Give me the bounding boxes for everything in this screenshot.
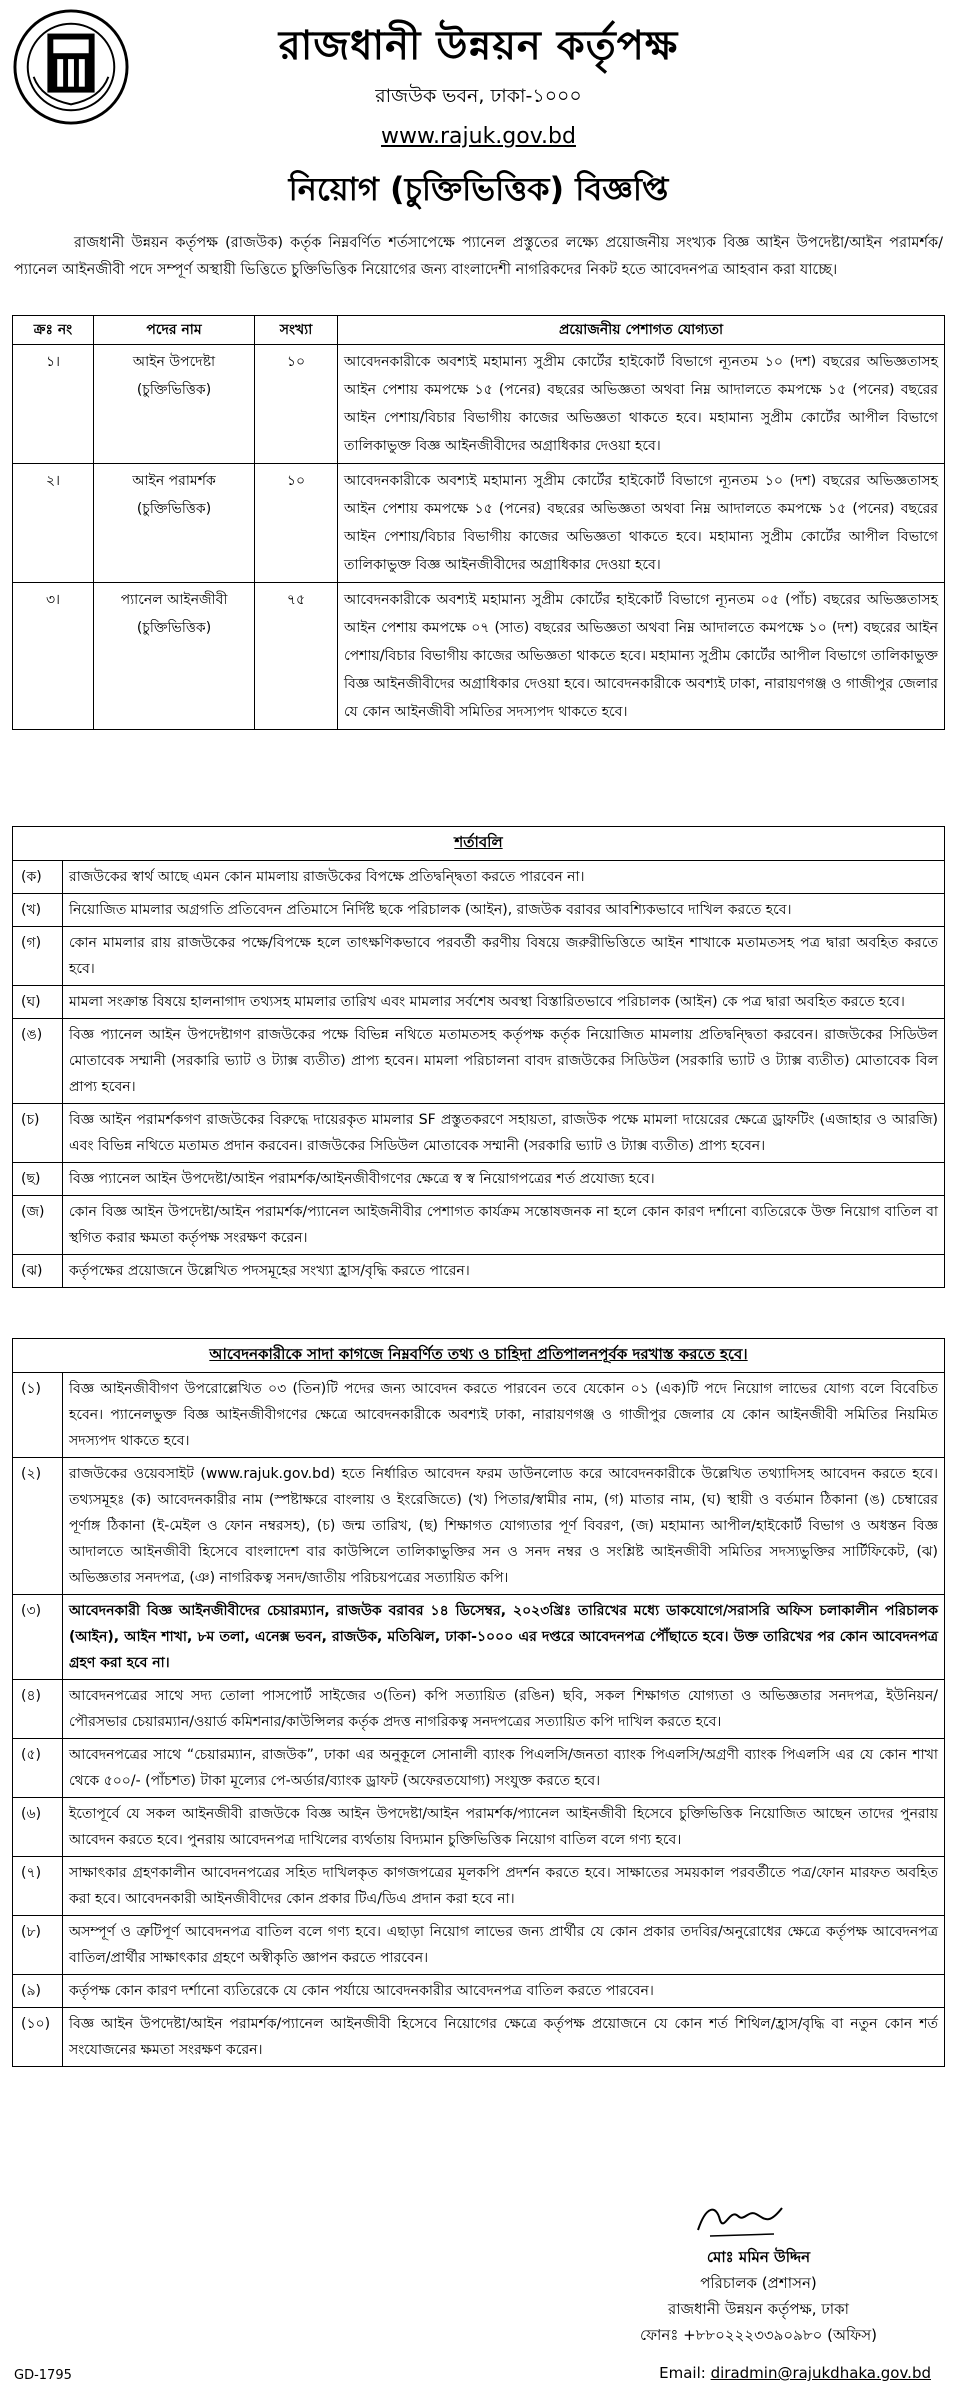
list-item: (খ) নিয়োজিত মামলার অগ্রগতি প্রতিবেদন প্রতিমাসে নির্দিষ্ট ছকে পরিচালক (আইন), রাজউক বরাবর আবশ্যিকভাবে দাখিল করতে হবে। bbox=[13, 894, 944, 927]
post-name: আইন উপদেষ্টা bbox=[132, 354, 216, 370]
row-qualification: আবেদনকারীকে অবশ্যই মহামান্য সুপ্রীম কোর্টের হাইকোর্ট বিভাগে ন্যূনতম ১০ (দশ) বছরের অভিজ্ঞতাসহ আইন পেশায় কমপক্ষে ১৫ (পনের) বছরের অভিজ্ঞতা অথবা নিম্ন আদালতে কমপক্ষে ১৫ (পনের) বছরের আইন পেশায়/বিচার বিভাগীয় কাজের অভিজ্ঞতা থাকতে হবে। মহামান্য সুপ্রীম কোর্টের আপীল বিভাগে তালিকাভুক্ত বিজ্ঞ আইনজীবীদের অগ্রাধিকার দেওয়া হবে। bbox=[338, 464, 945, 583]
list-item: (১০) বিজ্ঞ আইন উপদেষ্টা/আইন পরামর্শক/প্যানেল আইনজীবী হিসেবে নিয়োগের ক্ষেত্রে কর্তৃপক্ষ প্রয়োজনে যে কোন শর্ত শিথিল/হ্রাস/বৃদ্ধি বা নতুন কোন শর্ত সংযোজনের ক্ষমতা সংরক্ষণ করেন। bbox=[13, 2008, 944, 2066]
post-type: (চুক্তিভিত্তিক) bbox=[136, 620, 212, 636]
signatory-phone: ফোনঃ +৮৮০২২২৩৩৯০৯৮০ (অফিস) bbox=[640, 2326, 877, 2344]
list-item: (৮) অসম্পূর্ণ ও ত্রুটিপূর্ণ আবেদনপত্র বাতিল বলে গণ্য হবে। এছাড়া নিয়োগ লাভের জন্য প্রার্থীর যে কোন প্রকার তদবির/অনুরোধের ক্ষেত্রে কর্তৃপক্ষ আবেদনপত্র বাতিল/প্রার্থীর সাক্ষাৎকার গ্রহণে অস্বীকৃতি জ্ঞাপন করতে পারবেন। bbox=[13, 1916, 944, 1975]
table-header-row bbox=[13, 316, 945, 345]
notice-title: নিয়োগ (চুক্তিভিত্তিক) বিজ্ঞপ্তি bbox=[288, 170, 669, 208]
list-item: (জ) কোন বিজ্ঞ আইন উপদেষ্টা/আইন পরামর্শক/প্যানেল আইজনীবীর পেশাগত কার্যক্রম সন্তোষজনক না হলে কোন কারণ দর্শানো ব্যতিরেকে উক্ত নিয়োগ বাতিল বা স্থগিত করার ক্ষমতা কর্তৃপক্ষ সংরক্ষণ করেন। bbox=[13, 1196, 944, 1255]
instructions-section bbox=[12, 1338, 945, 2067]
list-item: (ক) রাজউকের স্বার্থ আছে এমন কোন মামলায় রাজউকের বিপক্ষে প্রতিদ্বন্দ্বিতা করতে পারবেন না। bbox=[13, 861, 944, 894]
organization-address: রাজউক ভবন, ঢাকা-১০০০ bbox=[375, 85, 582, 107]
list-item: (৩) আবেদনকারী বিজ্ঞ আইনজীবীদের চেয়ারম্যান, রাজউক বরাবর ১৪ ডিসেম্বর, ২০২৩খ্রিঃ তারিখের মধ্যে ডাকযোগে/সরাসরি অফিস চলাকালীন পরিচালক (আইন), আইন শাখা, ৮ম তলা, এনেক্স ভবন, রাজউক, মতিঝিল, ঢাকা-১০০০ এর দপ্তরে আবেদনপত্র পৌঁছাতে হবে। উক্ত তারিখের পর কোন আবেদনপত্র গ্রহণ করা হবে না। bbox=[13, 1595, 944, 1680]
row-count: ৭৫ bbox=[255, 583, 338, 730]
post-name: আইন পরামর্শক bbox=[132, 473, 216, 489]
website-link[interactable]: www.rajuk.gov.bd bbox=[381, 124, 576, 149]
row-count: ১০ bbox=[255, 464, 338, 583]
list-item: (ছ) বিজ্ঞ প্যানেল আইন উপদেষ্টা/আইন পরামর্শক/আইনজীবীগণের ক্ষেত্রে স্ব স্ব নিয়োগপত্রের শর্ত প্রযোজ্য হবে। bbox=[13, 1163, 944, 1196]
signatory-designation: পরিচালক (প্রশাসন) bbox=[700, 2274, 817, 2292]
table-row bbox=[13, 583, 945, 730]
row-qualification: আবেদনকারীকে অবশ্যই মহামান্য সুপ্রীম কোর্টের হাইকোর্ট বিভাগে ন্যূনতম ১০ (দশ) বছরের অভিজ্ঞতাসহ আইন পেশায় কমপক্ষে ১৫ (পনের) বছরের অভিজ্ঞতা অথবা নিম্ন আদালতে কমপক্ষে ১৫ (পনের) বছরের আইন পেশায়/বিচার বিভাগীয় কাজের অভিজ্ঞতা থাকতে হবে। মহামান্য সুপ্রীম কোর্টের আপীল বিভাগে তালিকাভুক্ত বিজ্ঞ আইনজীবীদের অগ্রাধিকার দেওয়া হবে। bbox=[338, 345, 945, 464]
list-item: (৯) কর্তৃপক্ষ কোন কারণ দর্শানো ব্যতিরেকে যে কোন পর্যায়ে আবেদনকারীর আবেদনপত্র বাতিল করতে পারবেন। bbox=[13, 1975, 944, 2008]
list-item: (৪) আবেদনপত্রের সাথে সদ্য তোলা পাসপোর্ট সাইজের ৩(তিন) কপি সত্যায়িত (রঙিন) ছবি, সকল শিক্ষাগত যোগ্যতা ও অভিজ্ঞতার সনদপত্র, ইউনিয়ন/পৌরসভার চেয়ারম্যান/ওয়ার্ড কমিশনার/কাউন্সিলর কর্তৃক প্রদত্ত নাগরিকত্ব সনদপত্রের সত্যায়িত কপি দাখিল করতে হবে। bbox=[13, 1680, 944, 1739]
signature-block bbox=[580, 2244, 937, 2348]
list-item: (ঝ) কর্তৃপক্ষের প্রয়োজনে উল্লেখিত পদসমূহের সংখ্যা হ্রাস/বৃদ্ধি করতে পারেন। bbox=[13, 1255, 944, 1287]
signatory-name: মোঃ মমিন উদ্দিন bbox=[706, 2248, 811, 2266]
signatory-office: রাজধানী উন্নয়ন কর্তৃপক্ষ, ঢাকা bbox=[668, 2300, 849, 2318]
conditions-section bbox=[12, 826, 945, 1288]
list-item: (৫) আবেদনপত্রের সাথে “চেয়ারম্যান, রাজউক”, ঢাকা এর অনুকূলে সোনালী ব্যাংক পিএলসি/জনতা ব্যাংক পিএলসি/অগ্রণী ব্যাংক পিএলসি এর যে কোন শাখা থেকে ৫০০/- (পাঁচশত) টাকা মূল্যের পে-অর্ডার/ব্যাংক ড্রাফট (অফেরতযোগ্য) সংযুক্ত করতে হবে। bbox=[13, 1739, 944, 1798]
list-item: (চ) বিজ্ঞ আইন পরামর্শকগণ রাজউকের বিরুদ্ধে দায়েরকৃত মামলার SF প্রস্তুতকরণে সহায়তা, রাজউক পক্ষে মামলা দায়েরের ক্ষেত্রে ড্রাফটিং (এজাহার ও আরজি) এবং বিভিন্ন নথিতে মতামত প্রদান করবেন। রাজউকের সিডিউল মোতাবেক সম্মানী (সরকারি ভ্যাট ও ট্যাক্স ব্যতীত) প্রাপ্য হবেন। bbox=[13, 1104, 944, 1163]
list-item: (৭) সাক্ষাৎকার গ্রহণকালীন আবেদনপত্রের সহিত দাখিলকৃত কাগজপত্রের মূলকপি প্রদর্শন করতে হবে। সাক্ষাতের সময়কাল পরবর্তীতে পত্র/ফোন মারফত অবহিত করা হবে। আবেদনকারী আইনজীবীদের কোন প্রকার টিএ/ডিএ প্রদান করা হবে না। bbox=[13, 1857, 944, 1916]
list-item: (ঙ) বিজ্ঞ প্যানেল আইন উপদেষ্টাগণ রাজউকের পক্ষে বিভিন্ন নথিতে মতামতসহ কর্তৃপক্ষ কর্তৃক নিয়োজিত মামলায় প্রতিদ্বন্দ্বিতা করবেন। রাজউকের সিডিউল মোতাবেক সম্মানী (সরকারি ভ্যাট ও ট্যাক্স ব্যতীত) প্রাপ্য হবেন। মামলা পরিচালনা বাবদ রাজউকের সিডিউল (সরকারি ভ্যাট ও ট্যাক্স ব্যতীত) মোতাবেক বিল প্রাপ্য হবেন। bbox=[13, 1019, 944, 1104]
row-post bbox=[94, 583, 255, 730]
row-serial: ৩। bbox=[13, 583, 94, 730]
list-item: (৬) ইতোপূর্বে যে সকল আইনজীবী রাজউকে বিজ্ঞ আইন উপদেষ্টা/আইন পরামর্শক/প্যানেল আইনজীবী হিসেবে চুক্তিভিত্তিক নিয়োজিত আছেন তাদের পুনরায় আবেদন করতে হবে। পুনরায় আবেদনপত্র দাখিলের ব্যর্থতায় বিদ্যমান চুক্তিভিত্তিক নিয়োগ বাতিল বলে গণ্য হবে। bbox=[13, 1798, 944, 1857]
header-qualification: প্রয়োজনীয় পেশাগত যোগ্যতা bbox=[338, 316, 945, 345]
email-label: Email: bbox=[659, 2364, 706, 2382]
header-serial: ক্রঃ নং bbox=[13, 316, 94, 345]
header-post: পদের নাম bbox=[94, 316, 255, 345]
email-link[interactable]: diradmin@rajukdhaka.gov.bd bbox=[710, 2364, 931, 2382]
row-qualification: আবেদনকারীকে অবশ্যই মহামান্য সুপ্রীম কোর্টের হাইকোর্ট বিভাগে ন্যূনতম ০৫ (পাঁচ) বছরের অভিজ্ঞতাসহ আইন পেশায় কমপক্ষে ০৭ (সাত) বছরের অভিজ্ঞতা অথবা নিম্ন আদালতে কমপক্ষে ১০ (দশ) বছরের আইন পেশায়/বিচার বিভাগীয় কাজের অভিজ্ঞতা থাকতে হবে। মহামান্য সুপ্রীম কোর্টের আপীল বিভাগে তালিকাভুক্ত বিজ্ঞ আইনজীবীদের অগ্রাধিকার দেওয়া হবে। আবেদনকারীকে অবশ্যই ঢাকা, নারায়ণগঞ্জ ও গাজীপুর জেলার যে কোন আইনজীবী সমিতির সদস্যপদ থাকতে হবে। bbox=[338, 583, 945, 730]
list-item: (গ) কোন মামলার রায় রাজউকের পক্ষে/বিপক্ষে হলে তাৎক্ষণিকভাবে পরবর্তী করণীয় বিষয়ে জরুরীভিত্তিতে আইন শাখাকে মতামতসহ পত্র দ্বারা অবহিত করতে হবে। bbox=[13, 927, 944, 986]
row-count: ১০ bbox=[255, 345, 338, 464]
list-item: (১) বিজ্ঞ আইনজীবীগণ উপরোল্লেখিত ০৩ (তিন)টি পদের জন্য আবেদন করতে পারবেন তবে যেকোন ০১ (এক)টি পদে নিয়োগ লাভের যোগ্য বলে বিবেচিত হবেন। প্যানেলভুক্ত বিজ্ঞ আইনজীবীগণের ক্ষেত্রে আবেদনকারীকে অবশ্যই ঢাকা, নারায়ণগঞ্জ ও গাজীপুর জেলার যে কোন আইনজীবী সমিতির নিয়মিত সদস্যপদ থাকতে হবে। bbox=[13, 1373, 944, 1458]
list-item: (২) রাজউকের ওয়েবসাইট (www.rajuk.gov.bd) হতে নির্ধারিত আবেদন ফরম ডাউনলোড করে আবেদনকারীকে উল্লেখিত তথ্যাদিসহ আবেদন করতে হবে। তথ্যসমূহঃ (ক) আবেদনকারীর নাম (স্পষ্টাক্ষরে বাংলায় ও ইংরেজিতে) (খ) পিতার/স্বামীর নাম, (গ) মাতার নাম, (ঘ) স্থায়ী ও বর্তমান ঠিকানা (ঙ) চেম্বারের পূর্ণাঙ্গ ঠিকানা (ই-মেইল ও ফোন নম্বরসহ), (চ) জন্ম তারিখ, (ছ) শিক্ষাগত যোগ্যতার পূর্ণ বিবরণ, (জ) মহামান্য আপীল/হাইকোর্ট বিভাগ ও অধস্তন বিজ্ঞ আদালতে আইনজীবী হিসেবে বাংলাদেশ বার কাউন্সিলে তালিকাভুক্তির সন ও সনদ নম্বর ও সংশ্লিষ্ট আইনজীবী সমিতির সদস্যভুক্তির সার্টিফিকেট, (ঝ) অভিজ্ঞতার সনদপত্র, (ঞ) নাগরিকত্ব সনদ/জাতীয় পরিচয়পত্রের সত্যায়িত কপি। bbox=[13, 1458, 944, 1595]
contact-email bbox=[659, 2364, 931, 2382]
post-type: (চুক্তিভিত্তিক) bbox=[136, 382, 212, 398]
intro-paragraph: রাজধানী উন্নয়ন কর্তৃপক্ষ (রাজউক) কর্তৃক নিম্নবর্ণিত শর্তসাপেক্ষে প্যানেল প্রস্তুতের লক্ষ্যে প্রয়োজনীয় সংখ্যক বিজ্ঞ আইন উপদেষ্টা/আইন পরামর্শক/প্যানেল আইনজীবী পদে সম্পূর্ণ অস্থায়ী ভিত্তিতে চুক্তিভিত্তিক নিয়োগের জন্য বাংলাদেশী নাগরিকদের নিকট হতে আবেদনপত্র আহবান করা যাচ্ছে। bbox=[14, 235, 943, 278]
organization-title: রাজধানী উন্নয়ন কর্তৃপক্ষ bbox=[278, 23, 679, 69]
signature-icon bbox=[690, 2196, 790, 2242]
header-count: সংখ্যা bbox=[255, 316, 338, 345]
posts-table bbox=[12, 315, 945, 730]
post-type: (চুক্তিভিত্তিক) bbox=[136, 501, 212, 517]
row-serial: ১। bbox=[13, 345, 94, 464]
instructions-heading: আবেদনকারীকে সাদা কাগজে নিম্নবর্ণিত তথ্য ও চাহিদা প্রতিপালনপূর্বক দরখাস্ত করতে হবে। bbox=[13, 1339, 944, 1373]
gd-number: GD-1795 bbox=[14, 2368, 72, 2383]
table-row bbox=[13, 345, 945, 464]
conditions-heading: শর্তাবলি bbox=[13, 827, 944, 861]
table-row bbox=[13, 464, 945, 583]
post-name: প্যানেল আইনজীবী bbox=[120, 592, 228, 608]
list-item: (ঘ) মামলা সংক্রান্ত বিষয়ে হালনাগাদ তথ্যসহ মামলার তারিখ এবং মামলার সর্বশেষ অবস্থা বিস্তারিতভাবে পরিচালক (আইন) কে পত্র দ্বারা অবহিত করতে হবে। bbox=[13, 986, 944, 1019]
row-serial: ২। bbox=[13, 464, 94, 583]
row-post bbox=[94, 345, 255, 464]
row-post bbox=[94, 464, 255, 583]
